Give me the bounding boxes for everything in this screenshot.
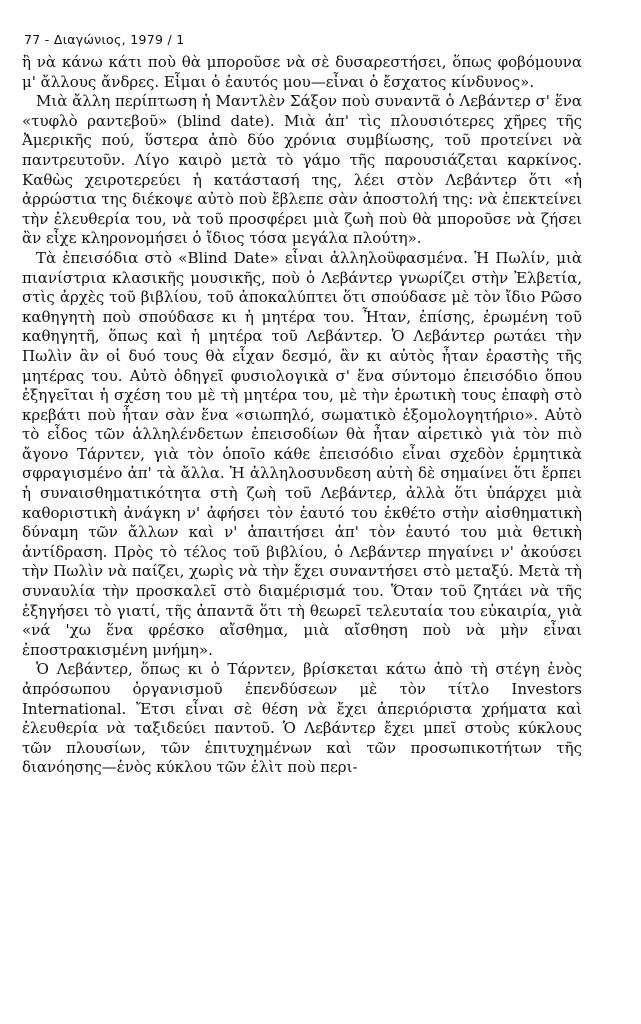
body-text xyxy=(22,53,582,778)
document-page xyxy=(22,32,582,778)
paragraph-episodes: Τὰ ἐπεισόδια στὸ «Blind Date» εἶναι ἀλληλοϋφασμένα. Ἡ Πωλίν, μιὰ πιανίστρια κλασικῆς μουσικῆς, ποὺ ὁ Λεβάντερ γνωρίζει στὴν Ἐλβετία, στὶς ἀρχὲς τοῦ βιβλίου, τοῦ ἀποκαλύπτει ὅτι σπούδασε μὲ τὸν ἴδιο Ρῶσο καθηγητὴ ποὺ σπούδασε κι ἡ μητέρα του. Ἦταν, ἐπίσης, ἐρωμένη τοῦ καθηγητῆ, ὅπως καὶ ἡ μητέρα τοῦ Λεβάντερ. Ὁ Λεβάντερ ρωτάει τὴν Πωλὶν ἂν οἱ δυό τους θὰ εἶχαν δεσμό, ἂν κι αὐτὸς ἦταν ἐραστὴς τῆς μητέρας του. Αὐτὸ ὁδηγεῖ φυσιολογικὰ σ' ἕνα σύντομο ἐπεισόδιο ὅπου ἐξηγεῖται ἡ σχέση του μὲ τὴ μητέρα του, μὲ τὴν ἐρωτικὴ τους ἐπαφὴ στὸ κρεβάτι ποὺ ἦταν σὰν ἕνα «σιωπηλό, σωματικὸ ἐξομολογητήριο». Αὐτὸ τὸ εἶδος τῶν ἀλληλένδετων ἐπεισοδίων θὰ ἦταν αἱρετικὸ γιὰ τὸν πιὸ ἄγονο Τάρντεν, γιὰ τὸν ὁποῖο κάθε ἐπεισόδιο εἶναι σχεδὸν ἑρμητικὰ σφραγισμένο ἀπ' τὰ ἄλλα. Ἡ ἀλληλοσυνδεση αὐτὴ δὲ σημαίνει ὅτι ἔρπει ἡ συναισθηματικότητα στὴ ζωὴ τοῦ Λεβάντερ, ἀλλὰ ὅτι ὑπάρχει μιὰ καθοριστικὴ ἀνάγκη ν' ἀφήσει τὸν ἑαυτό του ἐκθέτο στὴν αἰσθηματικὴ δύναμη τῶν ἄλλων καὶ ν' ἀπαιτήσει ἀπ' τὸν ἑαυτό του μιὰ θετικὴ ἀντίδραση. Πρὸς τὸ τέλος τοῦ βιβλίου, ὁ Λεβάντερ πηγαίνει ν' ἀκούσει τὴν Πωλὶν νὰ παίζει, χωρὶς νὰ τὴν ἔχει συναντήσει στὸ μεταξύ. Μετὰ τὴ συναυλία τὴν προσκαλεῖ στὸ διαμέρισμά του. Ὅταν τοῦ ζητάει νὰ τῆς ἐξηγήσει τὸ γιατί, τῆς ἀπαντᾶ ὅτι τὴ θεωρεῖ τελευταία του εὐκαιρία, γιὰ «νά 'χω ἕνα φρέσκο αἴσθημα, μιὰ αἴσθηση ποὺ νὰ μὴν εἶναι ἐποστρακισμένη μνήμη». xyxy=(22,248,582,659)
paragraph-investors: Ὁ Λεβάντερ, ὅπως κι ὁ Τάρντεν, βρίσκεται κάτω ἀπὸ τὴ στέγη ἑνὸς ἀπρόσωπου ὀργανισμοῦ ἐπενδύσεων μὲ τὸν τίτλο Investors International. Ἔτσι εἶναι σὲ θέση νὰ ἔχει ἀπεριόριστα χρήματα καὶ ἐλευθερία νὰ ταξιδεύει παντοῦ. Ὁ Λεβάντερ ἔχει μπεῖ στοὺς κύκλους τῶν πλουσίων, τῶν ἐπιτυχημένων καὶ τῶν προσωπικοτήτων τῆς διανόησης—ἑνὸς κύκλου τῶν ἐλὶτ ποὺ περι- xyxy=(22,660,582,777)
paragraph-madeleine: Μιὰ ἄλλη περίπτωση ἡ Μαντλὲν Σάξον ποὺ συναντᾶ ὁ Λεβάντερ σ' ἕνα «τυφλὸ ραντεβοῦ» (blind date). Μιὰ ἀπ' τὶς πλουσιότερες χῆρες τῆς Ἀμερικῆς πού, ὕστερα ἀπὸ δύο χρόνια συμβίωσης, τοῦ προτείνει νὰ παντρευτοῦν. Λίγο καιρὸ μετὰ τὸ γάμο τῆς παρουσιάζεται καρκίνος. Καθὼς χειροτερεύει ἡ κατάστασή της, λέει στὸν Λεβάντερ ὅτι «ἡ ἀρρώστια της διέκοψε αὐτὸ ποὺ ἔβλεπε σὰν ἀποστολή της: νὰ ἐπεκτείνει τὴν ἐλευθερία του, νὰ τοῦ προσφέρει μιὰ ζωὴ ποὺ θὰ μποροῦσε νὰ ζήσει ἂν εἶχε κληρονομήσει ὁ ἴδιος τόσα μεγάλα πλούτη». xyxy=(22,92,582,248)
paragraph-continued: ἢ νὰ κάνω κάτι ποὺ θὰ μποροῦσε νὰ σὲ δυσαρεστήσει, ὅπως φοβόμουνα μ' ἄλλους ἄνδρες. Εἶμαι ὁ ἑαυτός μου—εἶναι ὁ ἔσχατος κίνδυνος». xyxy=(22,53,582,91)
running-head: 77 - Διαγώνιος, 1979 / 1 xyxy=(24,32,185,47)
